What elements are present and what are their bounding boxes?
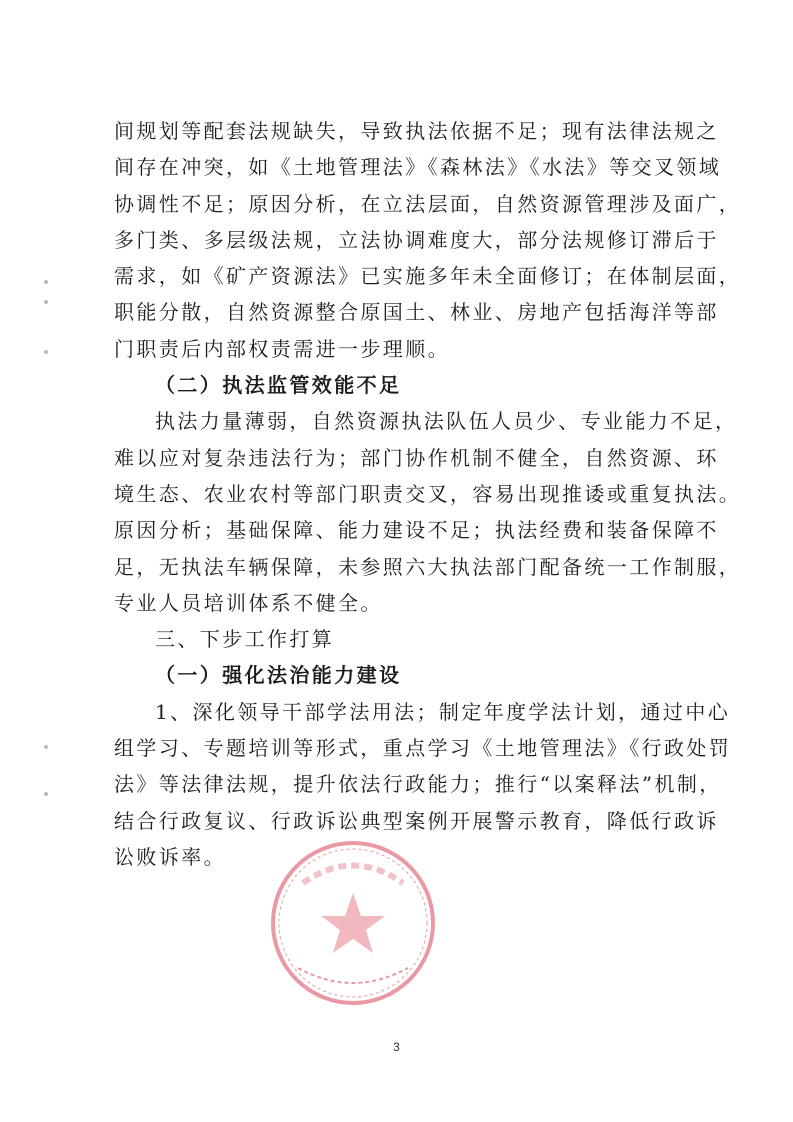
binding-hole-mark xyxy=(44,350,48,354)
text-line: 专业人员培训体系不健全。 xyxy=(114,590,383,615)
section-heading: 三、下步工作打算 xyxy=(155,627,335,652)
binding-hole-mark xyxy=(44,792,48,796)
page-number: 3 xyxy=(393,1040,400,1054)
section-subheading: （二）执法监管效能不足 xyxy=(155,373,402,398)
text-line: 境生态、农业农村等部门职责交叉，容易出现推诿或重复执法。 xyxy=(114,481,742,506)
text-line: 结合行政复议、行政诉讼典型案例开展警示教育，降低行政诉 xyxy=(114,808,719,833)
document-body xyxy=(114,113,742,875)
text-line: 间规划等配套法规缺失，导致执法依据不足；现有法律法规之 xyxy=(114,119,719,143)
text-line: 1、深化领导干部学法用法；制定年度学法计划，通过中心 xyxy=(155,699,731,724)
text-line: 组学习、专题培训等形式，重点学习《土地管理法》《行政处罚 xyxy=(114,736,732,761)
text-line: 执法力量薄弱，自然资源执法队伍人员少、专业能力不足， xyxy=(155,409,738,434)
binding-hole-mark xyxy=(44,280,48,284)
text-line: 需求，如《矿产资源法》已实施多年未全面修订；在体制层面， xyxy=(114,264,742,289)
section-subheading: （一）强化法治能力建设 xyxy=(155,663,402,688)
text-line: 协调性不足；原因分析，在立法层面，自然资源管理涉及面广， xyxy=(114,191,742,216)
text-line: 多门类、多层级法规，立法协调难度大，部分法规修订滞后于 xyxy=(114,227,719,252)
text-line: 讼败诉率。 xyxy=(114,844,226,869)
text-line: 职能分散，自然资源整合原国土、林业、房地产包括海洋等部 xyxy=(114,300,719,325)
text-line: 门职责后内部权责需进一步理顺。 xyxy=(114,336,450,361)
text-line: 足，无执法车辆保障，未参照六大执法部门配备统一工作制服， xyxy=(114,554,742,579)
binding-hole-mark xyxy=(44,745,48,749)
text-line: 法》等法律法规，提升依法行政能力；推行“以案释法”机制， xyxy=(114,772,722,797)
text-line: 难以应对复杂违法行为；部门协作机制不健全，自然资源、环 xyxy=(114,445,719,470)
text-line: 间存在冲突，如《土地管理法》《森林法》《水法》等交叉领域 xyxy=(114,155,722,180)
binding-hole-mark xyxy=(44,300,48,304)
text-line: 原因分析；基础保障、能力建设不足；执法经费和装备保障不 xyxy=(114,518,719,543)
